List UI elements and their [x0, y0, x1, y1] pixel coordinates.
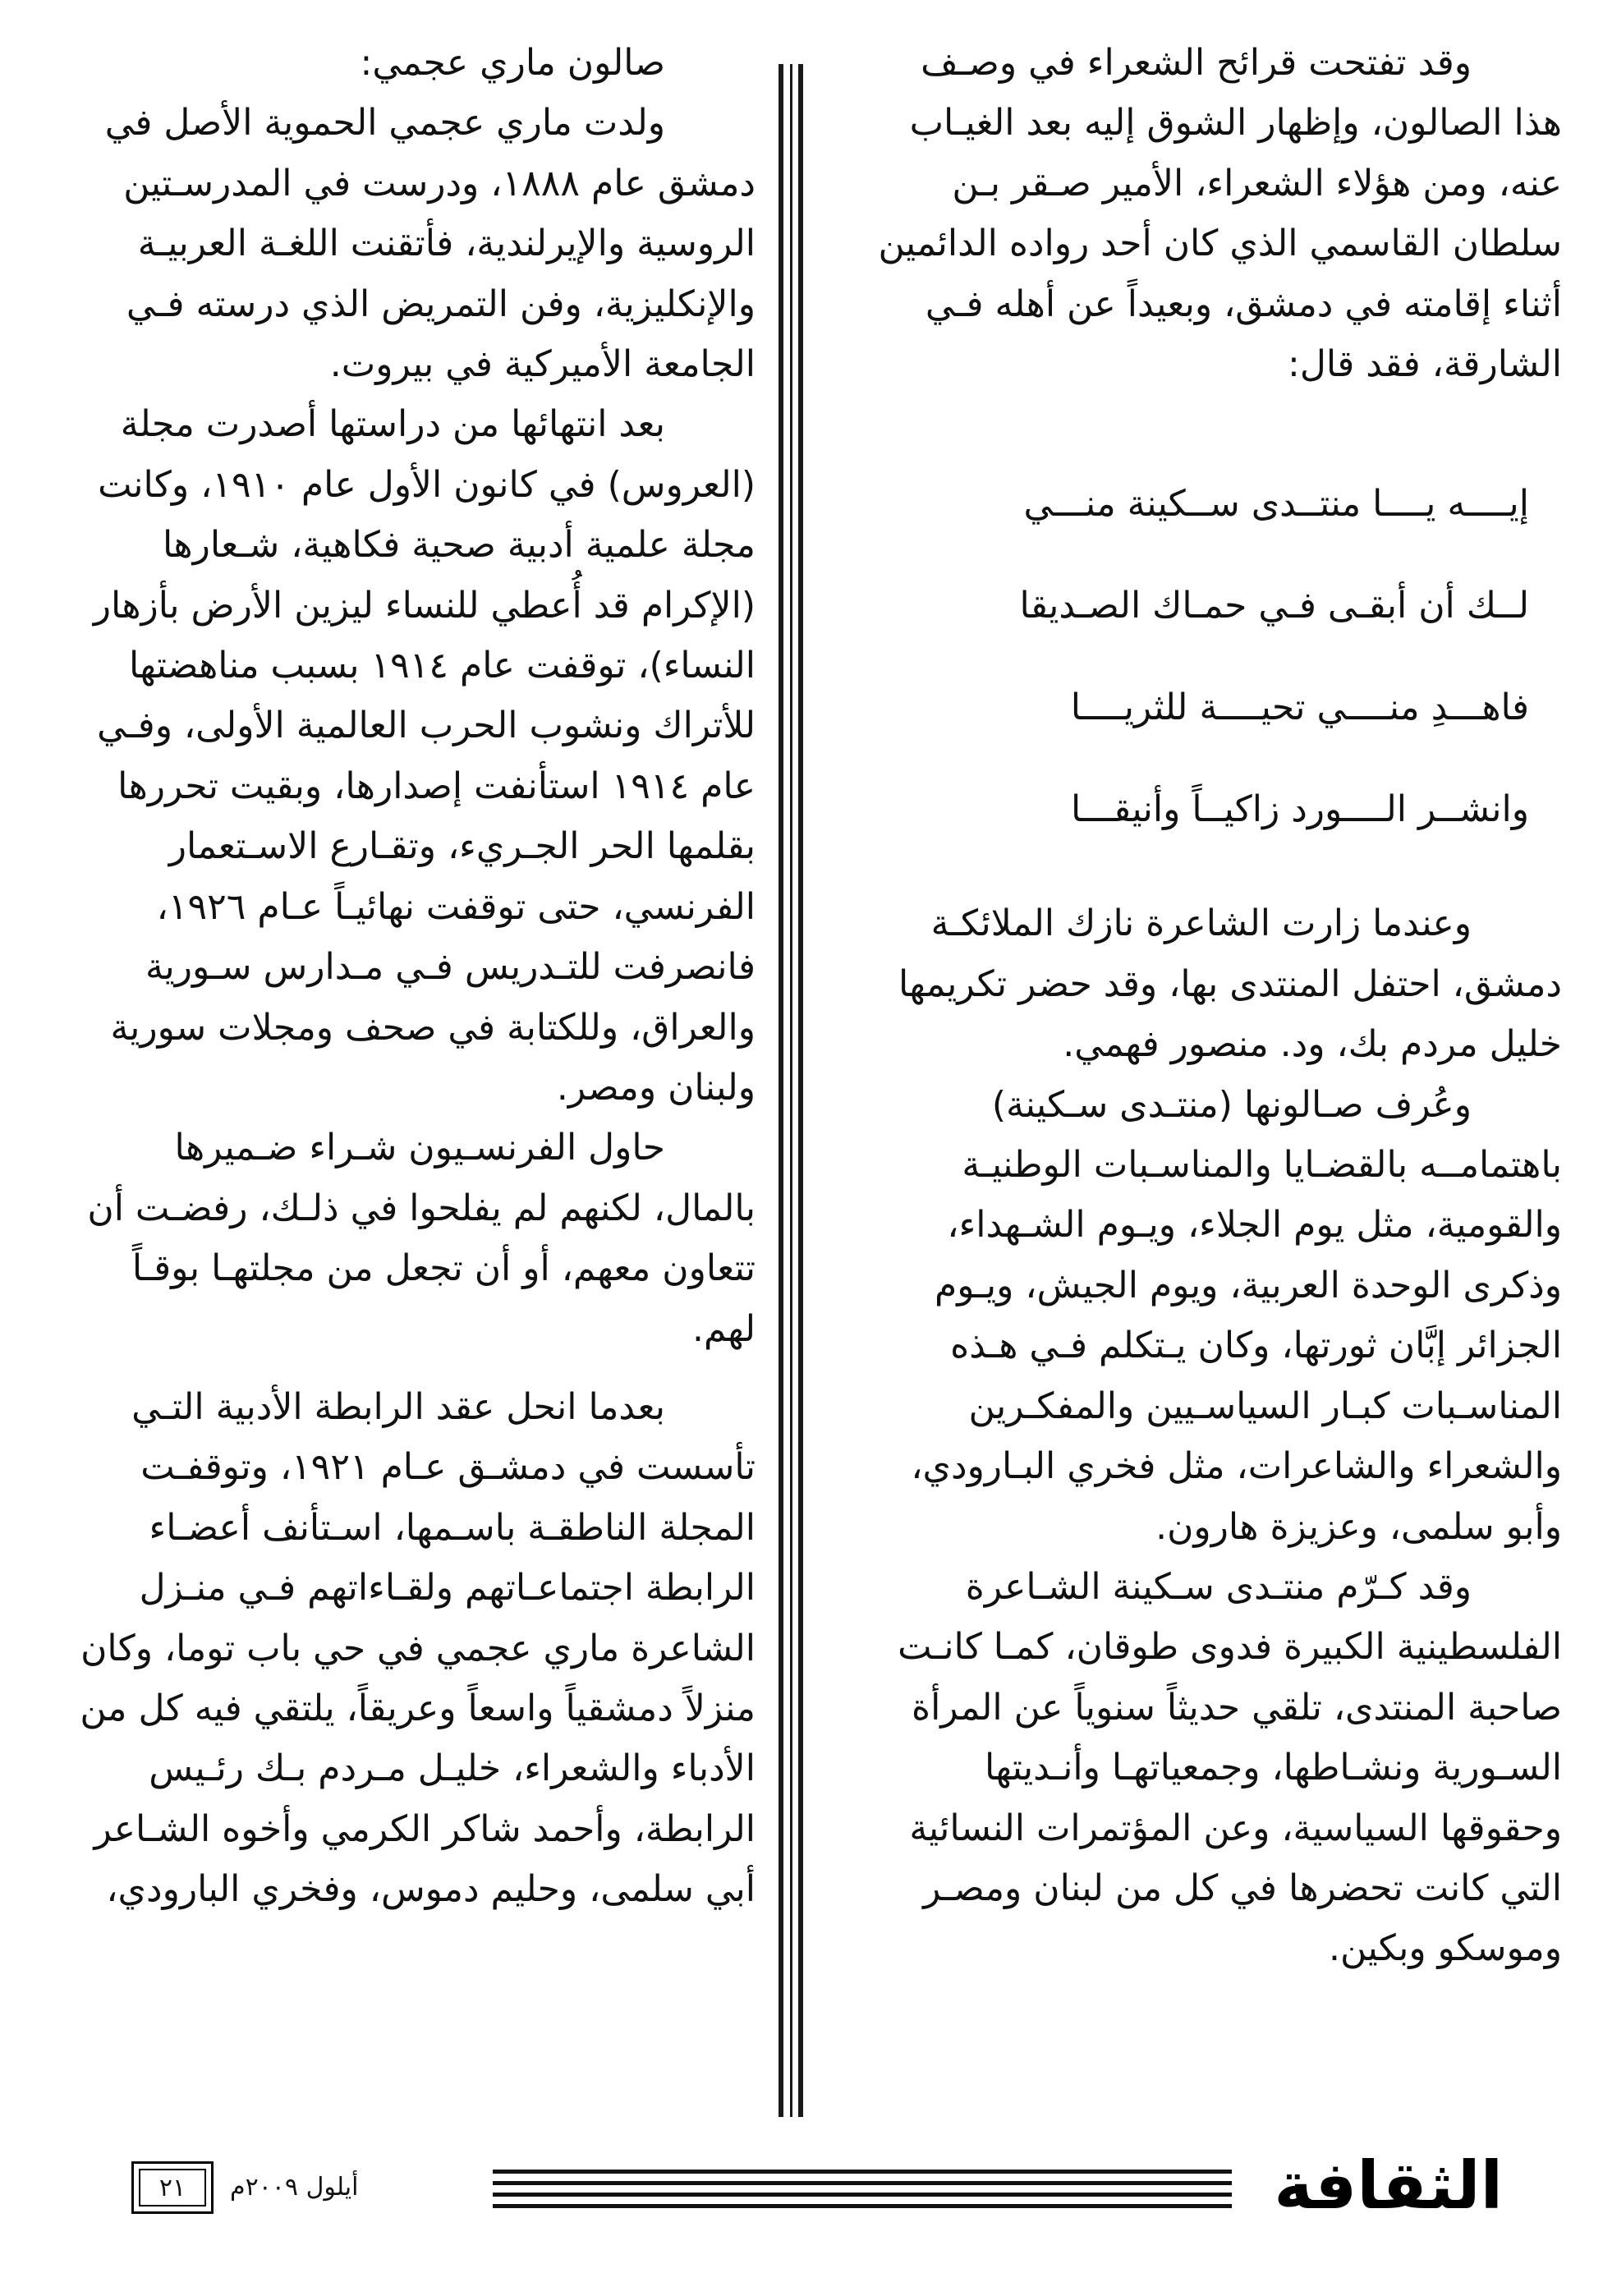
text-line: (العروس) في كانون الأول عام ١٩١٠، وكانت — [98, 463, 756, 506]
text-line: بعد انتهائها من دراستها أصدرت مجلة — [120, 403, 665, 446]
text-line: للأتراك ونشوب الحرب العالمية الأولى، وفـي — [97, 705, 756, 747]
text-line: الفلسطينية الكبيرة فدوى طوقان، كمـا كانـت — [898, 1626, 1562, 1669]
text-line: السـورية ونشـاطها، وجمعياتهـا وأنـديتها — [984, 1747, 1562, 1789]
text-line: لهم. — [692, 1307, 756, 1350]
paragraph-league — [25, 1377, 756, 1920]
separator-rule — [798, 64, 803, 2117]
page-number-box — [131, 2161, 214, 2214]
text-line: وحقوقها السياسية، وعن المؤتمرات النسائية — [909, 1807, 1562, 1849]
text-line: ولبنان ومصر. — [556, 1066, 756, 1109]
text-line: عام ١٩١٤ استأنفت إصدارها، وبقيت تحررها — [117, 765, 756, 807]
paragraph-fadwa — [839, 1557, 1562, 1979]
text-line: (الإكرام قد أُعطي للنساء ليزين الأرض بأزهار — [93, 584, 756, 627]
text-line: أثناء إقامته في دمشق، وبعيداً عن أهله فـي — [925, 282, 1562, 325]
text-line: منزلاً دمشقياً واسعاً وعريقاً، يلتقي فيه كل من — [80, 1687, 756, 1729]
poem-verse: فاهـــدِ منــــي تحيــــة للثريــــا — [1070, 687, 1529, 729]
text-line: مجلة علمية أدبية صحية فكاهية، شـعارها — [162, 524, 756, 567]
text-line: سلطان القاسمي الذي كان أحد رواده الدائمين — [878, 223, 1562, 265]
text-line: دمشق عام ١٨٨٨، ودرست في المدرسـتين — [123, 162, 756, 204]
separator-rule — [790, 64, 792, 2117]
text-line: المناسـبات كبـار السياسـيين والمفكـرين — [968, 1384, 1562, 1427]
poem-verse: إيــــه يــــا منتــدى ســكينة منـــي — [1023, 483, 1529, 526]
poem-verse: لــك أن أبقـى فـي حمـاك الصـديقا — [1019, 585, 1529, 627]
footer-rule — [493, 2170, 1232, 2174]
text-line: دمشق، احتفل المنتدى بها، وقد حضر تكريمها — [898, 962, 1562, 1005]
text-line: هذا الصالون، وإظهار الشوق إليه بعد الغيـاب — [909, 102, 1562, 145]
text-line: وعندما زارت الشاعرة نازك الملائكـة — [930, 902, 1472, 945]
text-line: والعراق، وللكتابة في صحف ومجلات سورية — [110, 1006, 756, 1049]
paragraph-nazik — [839, 893, 1562, 1074]
page-number: ٢١ — [139, 2169, 206, 2206]
text-line: الجزائر إبَّان ثورتها، وكان يـتكلم فـي هـذه — [950, 1325, 1562, 1367]
text-line: الجامعة الأميركية في بيروت. — [329, 343, 756, 386]
text-line: فانصرفت للتـدريس فـي مـدارس سـورية — [145, 946, 756, 989]
column-separator — [779, 64, 803, 2117]
text-line: الشاعرة ماري عجمي في حي باب توما، وكان — [80, 1627, 756, 1669]
poem — [839, 453, 1562, 861]
text-line: بقلمها الحر الجـريء، وتقـارع الاسـتعمار — [168, 825, 756, 868]
text-line: الأدباء والشعراء، خليـل مـردم بـك رئـيس — [149, 1747, 756, 1790]
text-line: الرابطة، وأحمد شاكر الكرمي وأخوه الشـاعر — [94, 1807, 756, 1850]
text-line: بعدما انحل عقد الرابطة الأدبية التـي — [131, 1385, 665, 1428]
issue-date: أيلول ٢٠٠٩م — [230, 2173, 359, 2202]
text-line: الرابطة اجتماعـاتهم ولقـاءاتهم فـي منـزل — [139, 1567, 756, 1609]
footer-rule — [493, 2181, 1232, 2185]
page-footer — [123, 2145, 1519, 2235]
separator-rule — [779, 64, 783, 2117]
paragraph-birth — [25, 93, 756, 394]
text-line: الروسية والإيرلندية، فأتقنت اللغـة العربيـة — [137, 223, 756, 265]
text-line: صاحبة المنتدى، تلقي حديثاً سنوياً عن المرأة — [912, 1686, 1562, 1729]
magazine-logo: الثقافة — [1274, 2147, 1503, 2224]
text-line: وقد كـرّم منتـدى سـكينة الشـاعرة — [965, 1565, 1472, 1608]
text-line: تأسست في دمشـق عـام ١٩٢١، وتوقفـت — [140, 1446, 756, 1489]
paragraph-french — [25, 1118, 756, 1359]
paragraph-magazine — [25, 394, 756, 1118]
text-line: الفرنسي، حتى توقفت نهائيـاً عـام ١٩٢٦، — [156, 885, 756, 928]
footer-rule — [493, 2193, 1232, 2197]
text-line: التي كانت تحضرها في كل من لبنان ومصـر — [923, 1867, 1562, 1909]
text-line: تتعاون معهم، أو أن تجعل من مجلتهـا بوقـاً — [131, 1247, 756, 1290]
text-line: وعُرف صـالونها (منتـدى سـكينة) — [991, 1083, 1472, 1126]
text-line: والقومية، مثل يوم الجلاء، ويـوم الشـهداء، — [947, 1204, 1562, 1247]
text-line: حاول الفرنسـيون شـراء ضـميرها — [174, 1127, 665, 1169]
text-line: بالمال، لكنهم لم يفلحوا في ذلـك، رفضـت أن — [87, 1187, 756, 1229]
text-line: خليل مردم بك، ود. منصور فهمي. — [1063, 1023, 1562, 1066]
text-line: ولدت ماري عجمي الحموية الأصل في — [104, 102, 665, 145]
paragraph-salon-known — [839, 1075, 1562, 1557]
text-line: وقد تفتحت قرائح الشعراء في وصـف — [921, 42, 1472, 84]
footer-rule — [493, 2204, 1232, 2208]
text-line: وذكرى الوحدة العربية، ويوم الجيش، ويـوم — [934, 1264, 1562, 1306]
poem-verse: وانشــر الــــورد زاكيــاً وأنيقـــا — [1071, 788, 1529, 831]
text-line: أبي سلمى، وحليم دموس، وفخري البارودي، — [106, 1868, 756, 1911]
text-line: النساء)، توقفت عام ١٩١٤ بسبب مناهضتها — [128, 645, 756, 687]
text-line: المجلة الناطقـة باسـمها، اسـتأنف أعضـاء — [149, 1506, 756, 1549]
text-line: باهتمامــه بالقضـايا والمناسـبات الوطنيـة — [962, 1144, 1562, 1187]
text-line: والإنكليزية، وفن التمريض الذي درسته فـي — [126, 282, 756, 325]
text-line: والشعراء والشاعرات، مثل فخري البـارودي، — [911, 1445, 1562, 1488]
left-column — [25, 33, 756, 1920]
paragraph-intro — [839, 33, 1562, 394]
section-heading: صالون ماري عجمي: — [360, 42, 665, 84]
right-column — [839, 33, 1562, 1979]
text-line: الشارقة، فقد قال: — [1288, 343, 1562, 386]
text-line: وموسكو وبكين. — [1329, 1927, 1562, 1970]
text-line: وأبو سلمى، وعزيزة هارون. — [1155, 1505, 1562, 1548]
text-line: عنه، ومن هؤلاء الشعراء، الأمير صـقر بـن — [952, 162, 1562, 204]
